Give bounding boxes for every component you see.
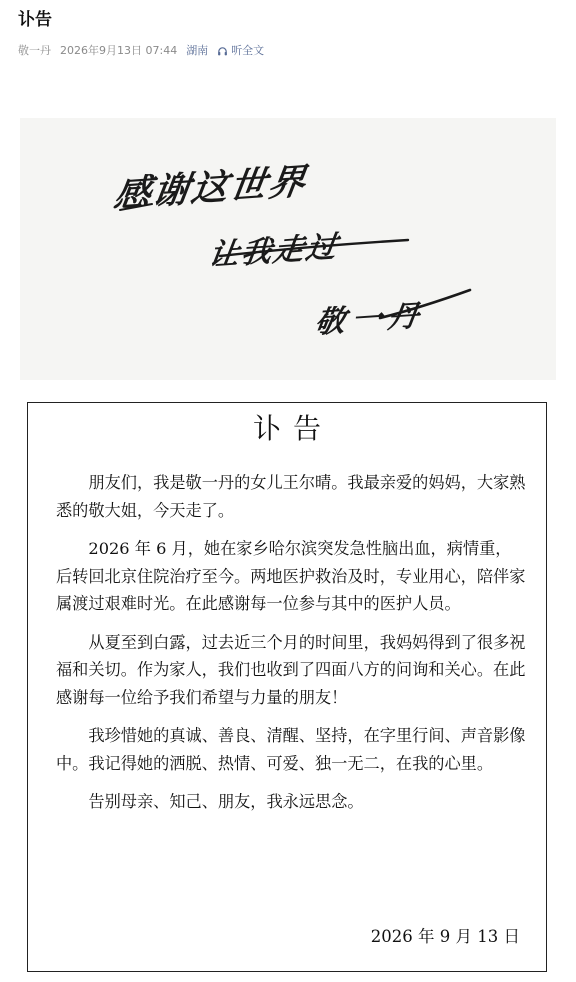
- notice-paragraph-4: 我珍惜她的真诚、善良、清醒、坚持，在字里行间、声音影像中。我记得她的洒脱、热情、可爱、独一无二，在我的心里。: [56, 726, 526, 773]
- notice-paragraph-5: 告别母亲、知己、朋友，我永远思念。: [88, 792, 364, 811]
- notice-paragraph-2: 2026 年 6 月，她在家乡哈尔滨突发急性脑出血，病情重，后转回北京住院治疗至今。两地医护救治及时，专业用心，陪伴家属渡过艰难时光。在此感谢每一位参与其中的医护人员。: [56, 539, 526, 613]
- signature-line-2: 让我走过: [206, 229, 341, 274]
- signature-line-1: 感谢这世界: [111, 160, 310, 216]
- author-name[interactable]: 敬一丹: [18, 44, 51, 57]
- notice-title: 讣告: [252, 412, 333, 445]
- article-meta: [18, 43, 264, 59]
- notice-paragraph-1: 朋友们，我是敬一丹的女儿王尔晴。我最亲爱的妈妈，大家熟悉的敬大姐，今天走了。: [56, 473, 526, 520]
- signature-name: 敬一丹: [312, 298, 427, 341]
- article-title: 讣告: [18, 10, 52, 30]
- listen-label: 听全文: [231, 44, 265, 57]
- obituary-notice-box: [27, 402, 547, 972]
- notice-paragraph-3: 从夏至到白露，过去近三个月的时间里，我妈妈得到了很多祝福和关切。作为家人，我们也收到了四面八方的问询和关心。在此感谢每一位给予我们希望与力量的朋友！: [56, 632, 526, 707]
- handwritten-signature-image: [20, 118, 556, 380]
- publish-region: 湖南: [186, 44, 209, 57]
- notice-date: 2026 年 9 月 13 日: [370, 927, 520, 946]
- notice-body: [56, 469, 526, 827]
- publish-datetime: 2026年9月13日 07:44: [60, 44, 178, 57]
- listen-full-text-button[interactable]: [217, 43, 264, 59]
- headphones-icon: [217, 46, 228, 57]
